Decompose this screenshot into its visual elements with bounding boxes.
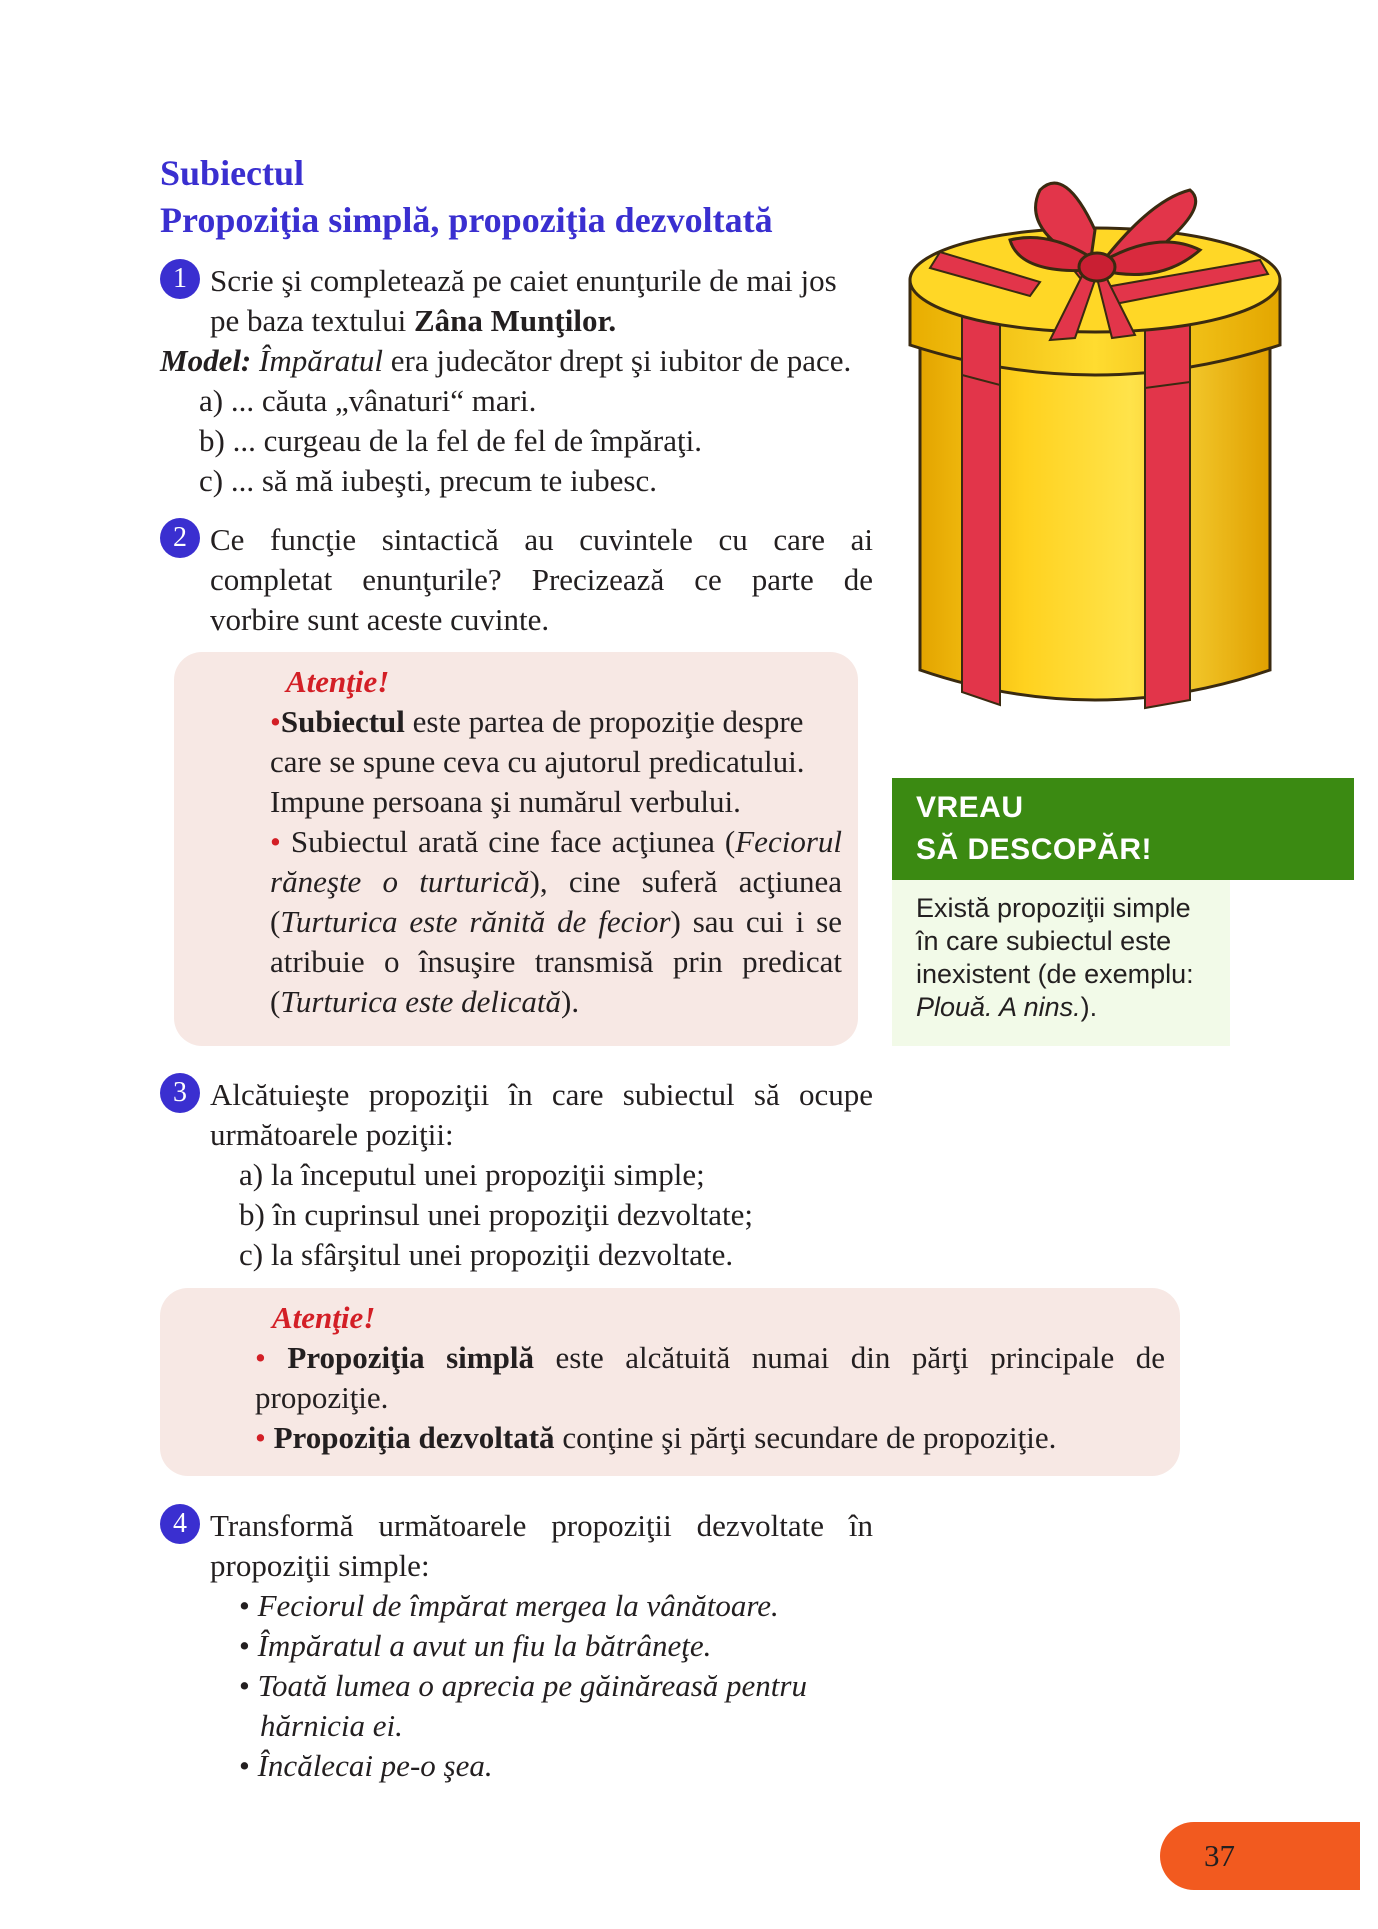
ex1-item-a: a) ... căuta „vânaturi“ mari. — [199, 383, 537, 418]
attention1-line2: care se spune ceva cu ajutorul predicatului. — [270, 744, 805, 779]
ex4-item-2: • Împăratul a avut un fiu la bătrâneţe. — [239, 1628, 712, 1663]
page-subtitle: Propoziţia simplă, propoziţia dezvoltată — [160, 200, 773, 240]
ex1-line1: Scrie şi completează pe caiet enunţurile de mai jos — [210, 263, 837, 298]
discover-body-line4: Plouă. A nins.). — [916, 992, 1098, 1022]
page-title: Subiectul — [160, 153, 305, 193]
discover-body-line3: inexistent (de exemplu: — [916, 959, 1194, 989]
ex4-item-1: • Feciorul de împărat mergea la vânătoare. — [239, 1588, 779, 1623]
page-number: 37 — [1204, 1838, 1235, 1873]
attention1-line6: (Turturica este rănită de fecior) sau cui i se — [270, 904, 842, 939]
ex1-line2: pe baza textului Zâna Munţilor. — [210, 303, 617, 338]
ex2-line1: Ce funcţie sintactică au cuvintele cu care ai — [210, 522, 873, 557]
discover-heading-line2: SĂ DESCOPĂR! — [916, 833, 1153, 866]
discover-heading-box — [892, 778, 1354, 880]
attention2-line2: propoziţie. — [255, 1380, 389, 1415]
ex4-item-3-cont: hărnicia ei. — [260, 1708, 403, 1743]
ex1-item-c: c) ... să mă iubeşti, precum te iubesc. — [199, 463, 657, 498]
exercise-number-2: 2 — [160, 518, 200, 558]
attention1-line7: atribuie o însuşire transmisă prin predicat — [270, 944, 842, 979]
ex4-item-4: • Încălecai pe-o şea. — [239, 1748, 493, 1783]
ex2-line2: completat enunţurile? Precizează ce parte de — [210, 562, 873, 597]
exercise-number-1: 1 — [160, 259, 200, 299]
page-number-tab — [1160, 1822, 1360, 1890]
ex4-item-3: • Toată lumea o aprecia pe găinăreasă pentru — [239, 1668, 807, 1703]
attention1-line1: •Subiectul este partea de propoziţie despre — [270, 704, 804, 739]
attention1-line8: (Turturica este delicată). — [270, 984, 580, 1019]
discover-body-box — [892, 880, 1230, 1046]
attention2-line3: • Propoziţia dezvoltată conţine şi părţi secundare de propoziţie. — [255, 1420, 1057, 1455]
discover-body-line2: în care subiectul este — [916, 926, 1172, 956]
discover-body-line1: Există propoziţii simple — [916, 893, 1191, 923]
ex1-model: Model: Împăratul era judecător drept şi iubitor de pace. — [160, 343, 852, 378]
exercise-number-4: 4 — [160, 1504, 200, 1544]
exercise-number-3: 3 — [160, 1073, 200, 1113]
discover-heading-line1: VREAU — [916, 791, 1024, 824]
ex3-item-a: a) la începutul unei propoziţii simple; — [239, 1157, 705, 1192]
ex3-item-b: b) în cuprinsul unei propoziţii dezvoltate; — [239, 1197, 753, 1232]
ex3-line2: următoarele poziţii: — [210, 1117, 454, 1152]
ex4-line2: propoziţii simple: — [210, 1548, 430, 1583]
attention1-line4: • Subiectul arată cine face acţiunea (Feciorul — [270, 824, 842, 859]
ex3-item-c: c) la sfârşitul unei propoziţii dezvoltate. — [239, 1237, 734, 1272]
gift-box-illustration — [900, 170, 1290, 730]
attention1-line5: răneşte o turturică), cine suferă acţiunea — [270, 864, 842, 899]
ex2-line3: vorbire sunt aceste cuvinte. — [210, 602, 550, 637]
attention2-line1: • Propoziţia simplă este alcătuită numai din părţi principale de — [255, 1340, 1166, 1375]
ex1-item-b: b) ... curgeau de la fel de fel de împăraţi. — [199, 423, 702, 458]
attention-title-2: Atenţie! — [272, 1300, 376, 1335]
attention1-line3: Impune persoana şi numărul verbului. — [270, 784, 741, 819]
ex4-line1: Transformă următoarele propoziţii dezvoltate în — [210, 1508, 873, 1543]
ex3-line1: Alcătuieşte propoziţii în care subiectul să ocupe — [210, 1077, 873, 1112]
attention-title-1: Atenţie! — [286, 664, 390, 699]
